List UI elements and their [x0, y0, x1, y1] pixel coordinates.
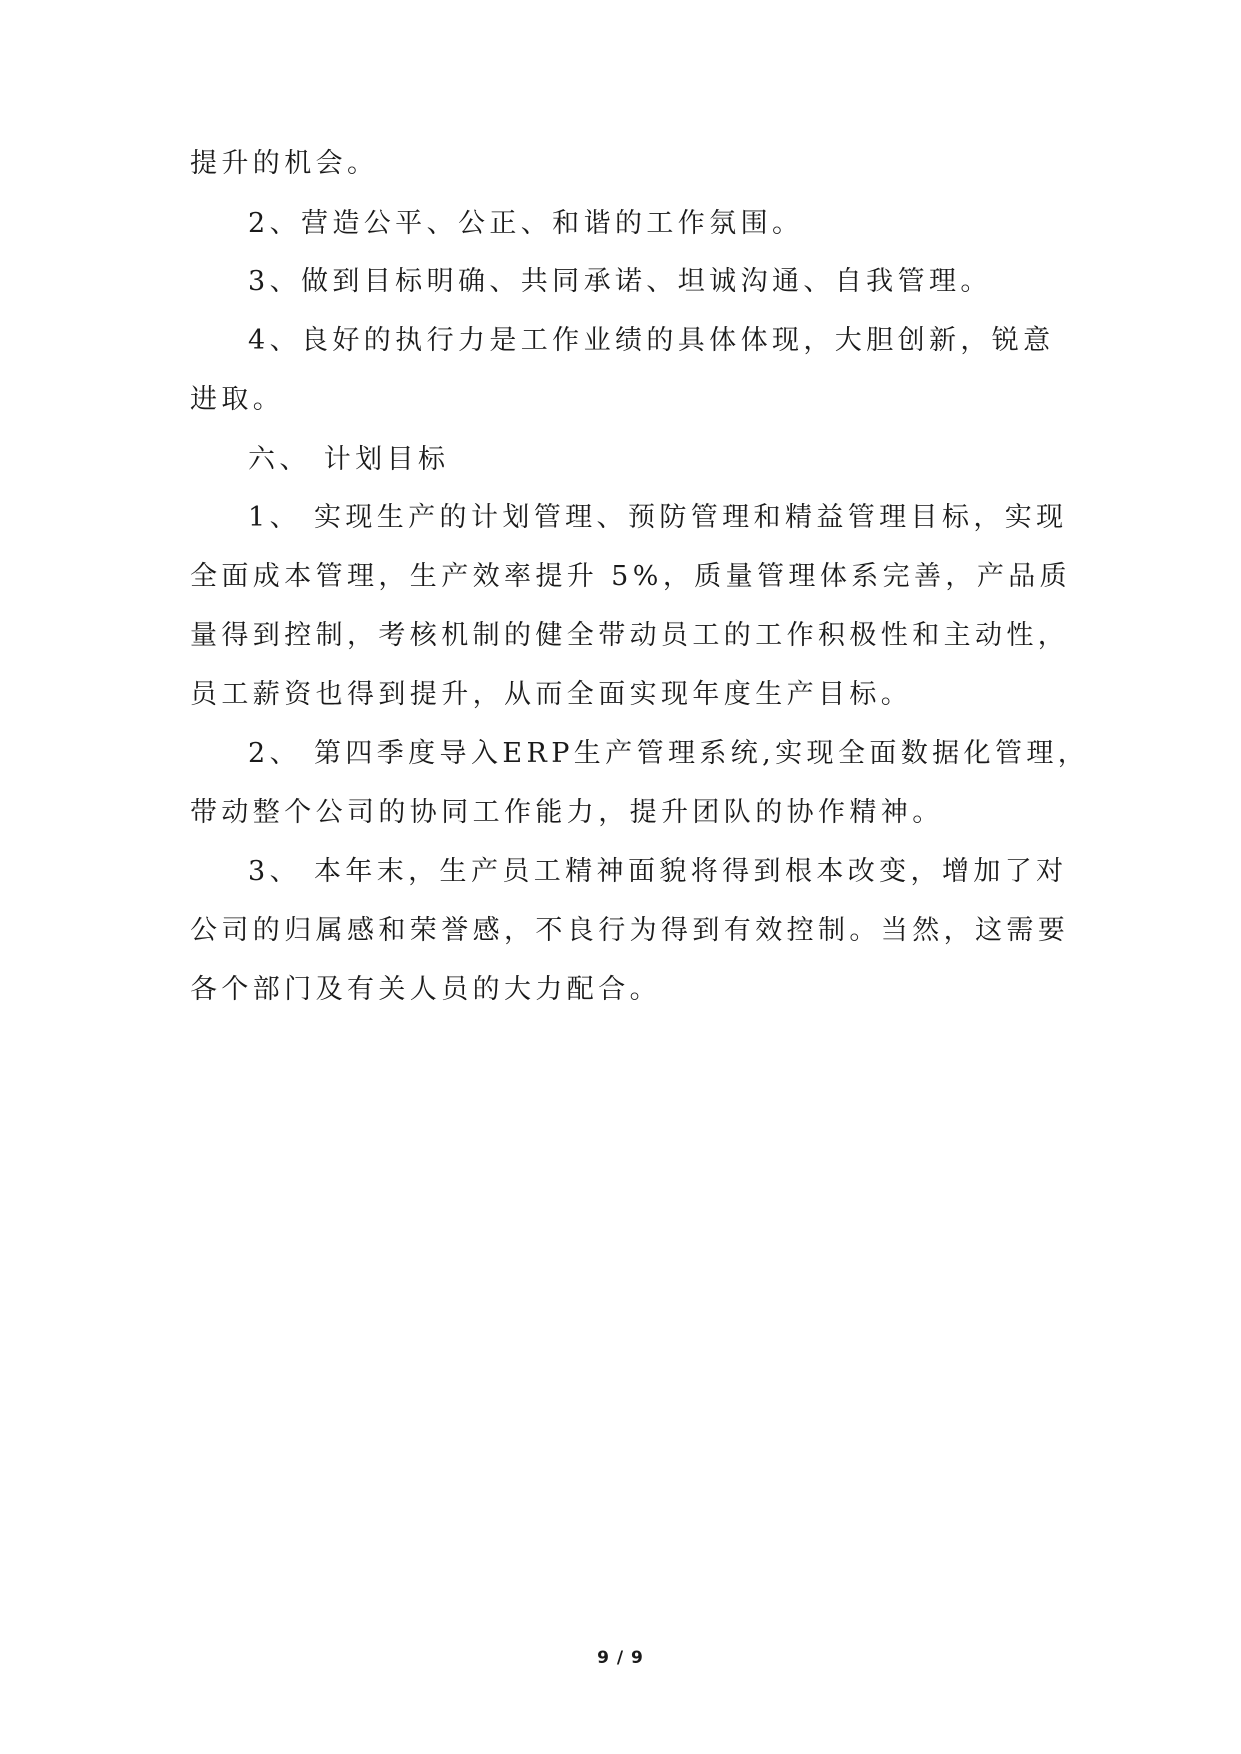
page-number: 9 / 9	[597, 1648, 644, 1668]
goal-item-3-cont: 公司的归属感和荣誉感，不良行为得到有效控制。当然，这需要	[190, 915, 1070, 946]
body-text-line: 提升的机会。	[190, 148, 379, 179]
goal-item-2-cont: 带动整个公司的协同工作能力，提升团队的协作精神。	[190, 797, 944, 828]
goal-item-1-cont: 全面成本管理，生产效率提升 5%，质量管理体系完善，产品质	[190, 561, 1072, 592]
list-item-3: 3、做到目标明确、共同承诺、坦诚沟通、自我管理。	[248, 266, 992, 297]
section-heading: 六、 计划目标	[248, 444, 450, 475]
goal-item-2: 2、 第四季度导入ERP生产管理系统,实现全面数据化管理，	[248, 738, 1090, 769]
list-item-2: 2、营造公平、公正、和谐的工作氛围。	[248, 208, 804, 239]
goal-item-1-cont: 员工薪资也得到提升，从而全面实现年度生产目标。	[190, 679, 913, 710]
goal-item-3-cont: 各个部门及有关人员的大力配合。	[190, 974, 661, 1005]
goal-item-1: 1、 实现生产的计划管理、预防管理和精益管理目标，实现	[248, 502, 1068, 533]
list-item-4: 4、良好的执行力是工作业绩的具体体现，大胆创新，锐意	[248, 325, 1055, 356]
goal-item-1-cont: 量得到控制，考核机制的健全带动员工的工作积极性和主动性，	[190, 620, 1070, 651]
goal-item-3: 3、 本年末，生产员工精神面貌将得到根本改变，增加了对	[248, 856, 1068, 887]
list-item-4-cont: 进取。	[190, 384, 285, 415]
